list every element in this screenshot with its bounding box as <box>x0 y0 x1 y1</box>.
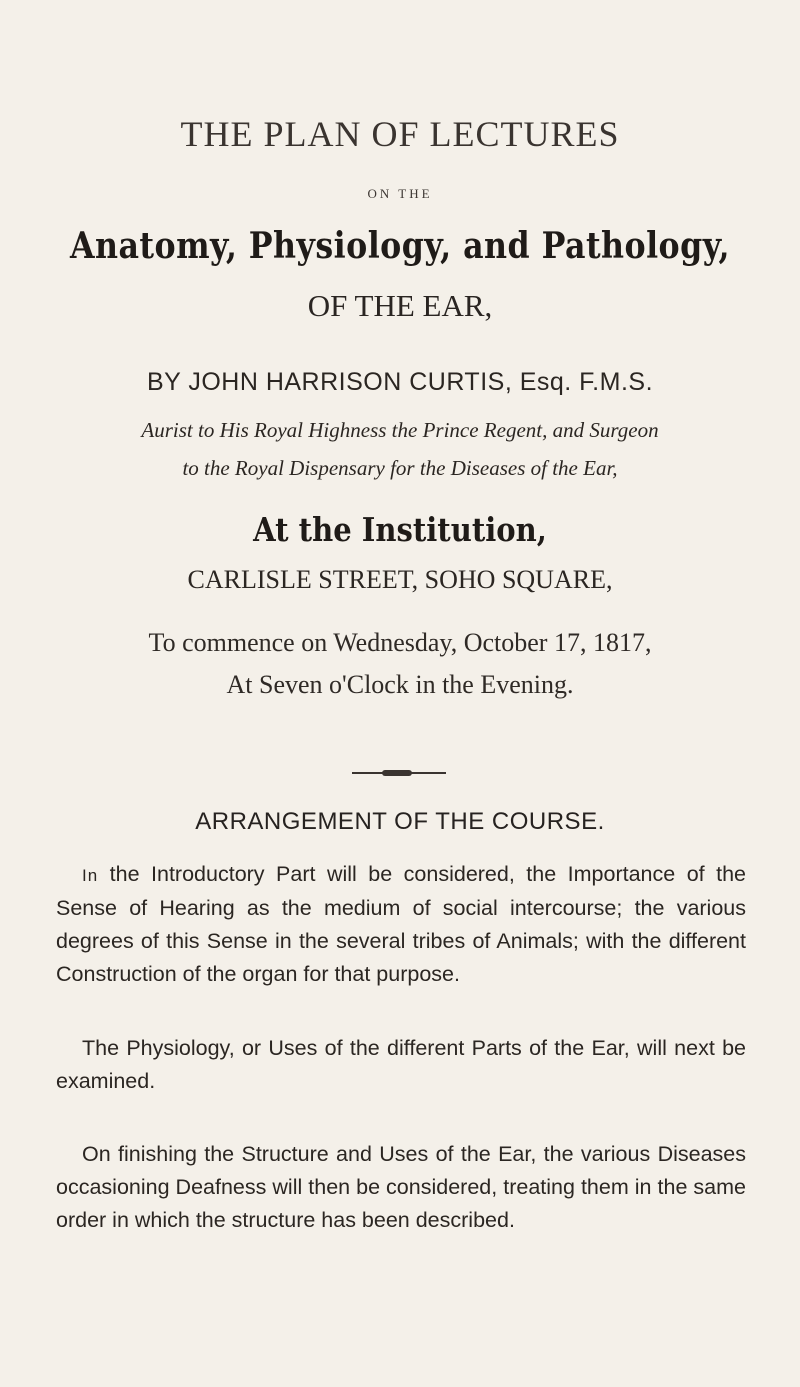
institution-line: At the Institution, <box>253 510 547 549</box>
author-title-line-2: to the Royal Dispensary for the Diseases of the Ear, <box>182 456 618 480</box>
paragraph-introductory <box>56 858 746 991</box>
subjects-line: Anatomy, Physiology, and Pathology, <box>69 225 731 267</box>
address-line: CARLISLE STREET, SOHO SQUARE, <box>187 565 613 594</box>
paragraph-2-text: The Physiology, or Uses of the different Parts of the Ear, will next be examined. <box>56 1036 746 1093</box>
author-byline: BY JOHN HARRISON CURTIS, Esq. F.M.S. <box>146 368 654 396</box>
document-title: THE PLAN OF LECTURES <box>180 114 620 154</box>
paragraph-1-text: the Introductory Part will be considered, the Importance of the Sense of Hearing as the medium of social intercourse; the various degrees of this Sense in the several tribes of Animals; with the different Construction of the organ for that purpose. <box>56 862 746 986</box>
of-the-ear-line: OF THE EAR, <box>307 288 493 323</box>
on-the-line: ON THE <box>367 186 433 201</box>
ornamental-rule <box>352 772 446 774</box>
paragraph-physiology <box>56 1032 746 1098</box>
section-heading: ARRANGEMENT OF THE COURSE. <box>195 808 605 835</box>
paragraph-diseases <box>56 1138 746 1237</box>
commence-date-line: To commence on Wednesday, October 17, 1817, <box>148 628 652 657</box>
paragraph-3-text: On finishing the Structure and Uses of the Ear, the various Diseases occasioning Deafness will then be considered, treating them in the same order in which the structure has been described. <box>56 1142 746 1232</box>
paragraph-initial: In <box>82 866 99 885</box>
author-title-line-1: Aurist to His Royal Highness the Prince Regent, and Surgeon <box>141 418 659 442</box>
time-line: At Seven o'Clock in the Evening. <box>226 670 574 699</box>
